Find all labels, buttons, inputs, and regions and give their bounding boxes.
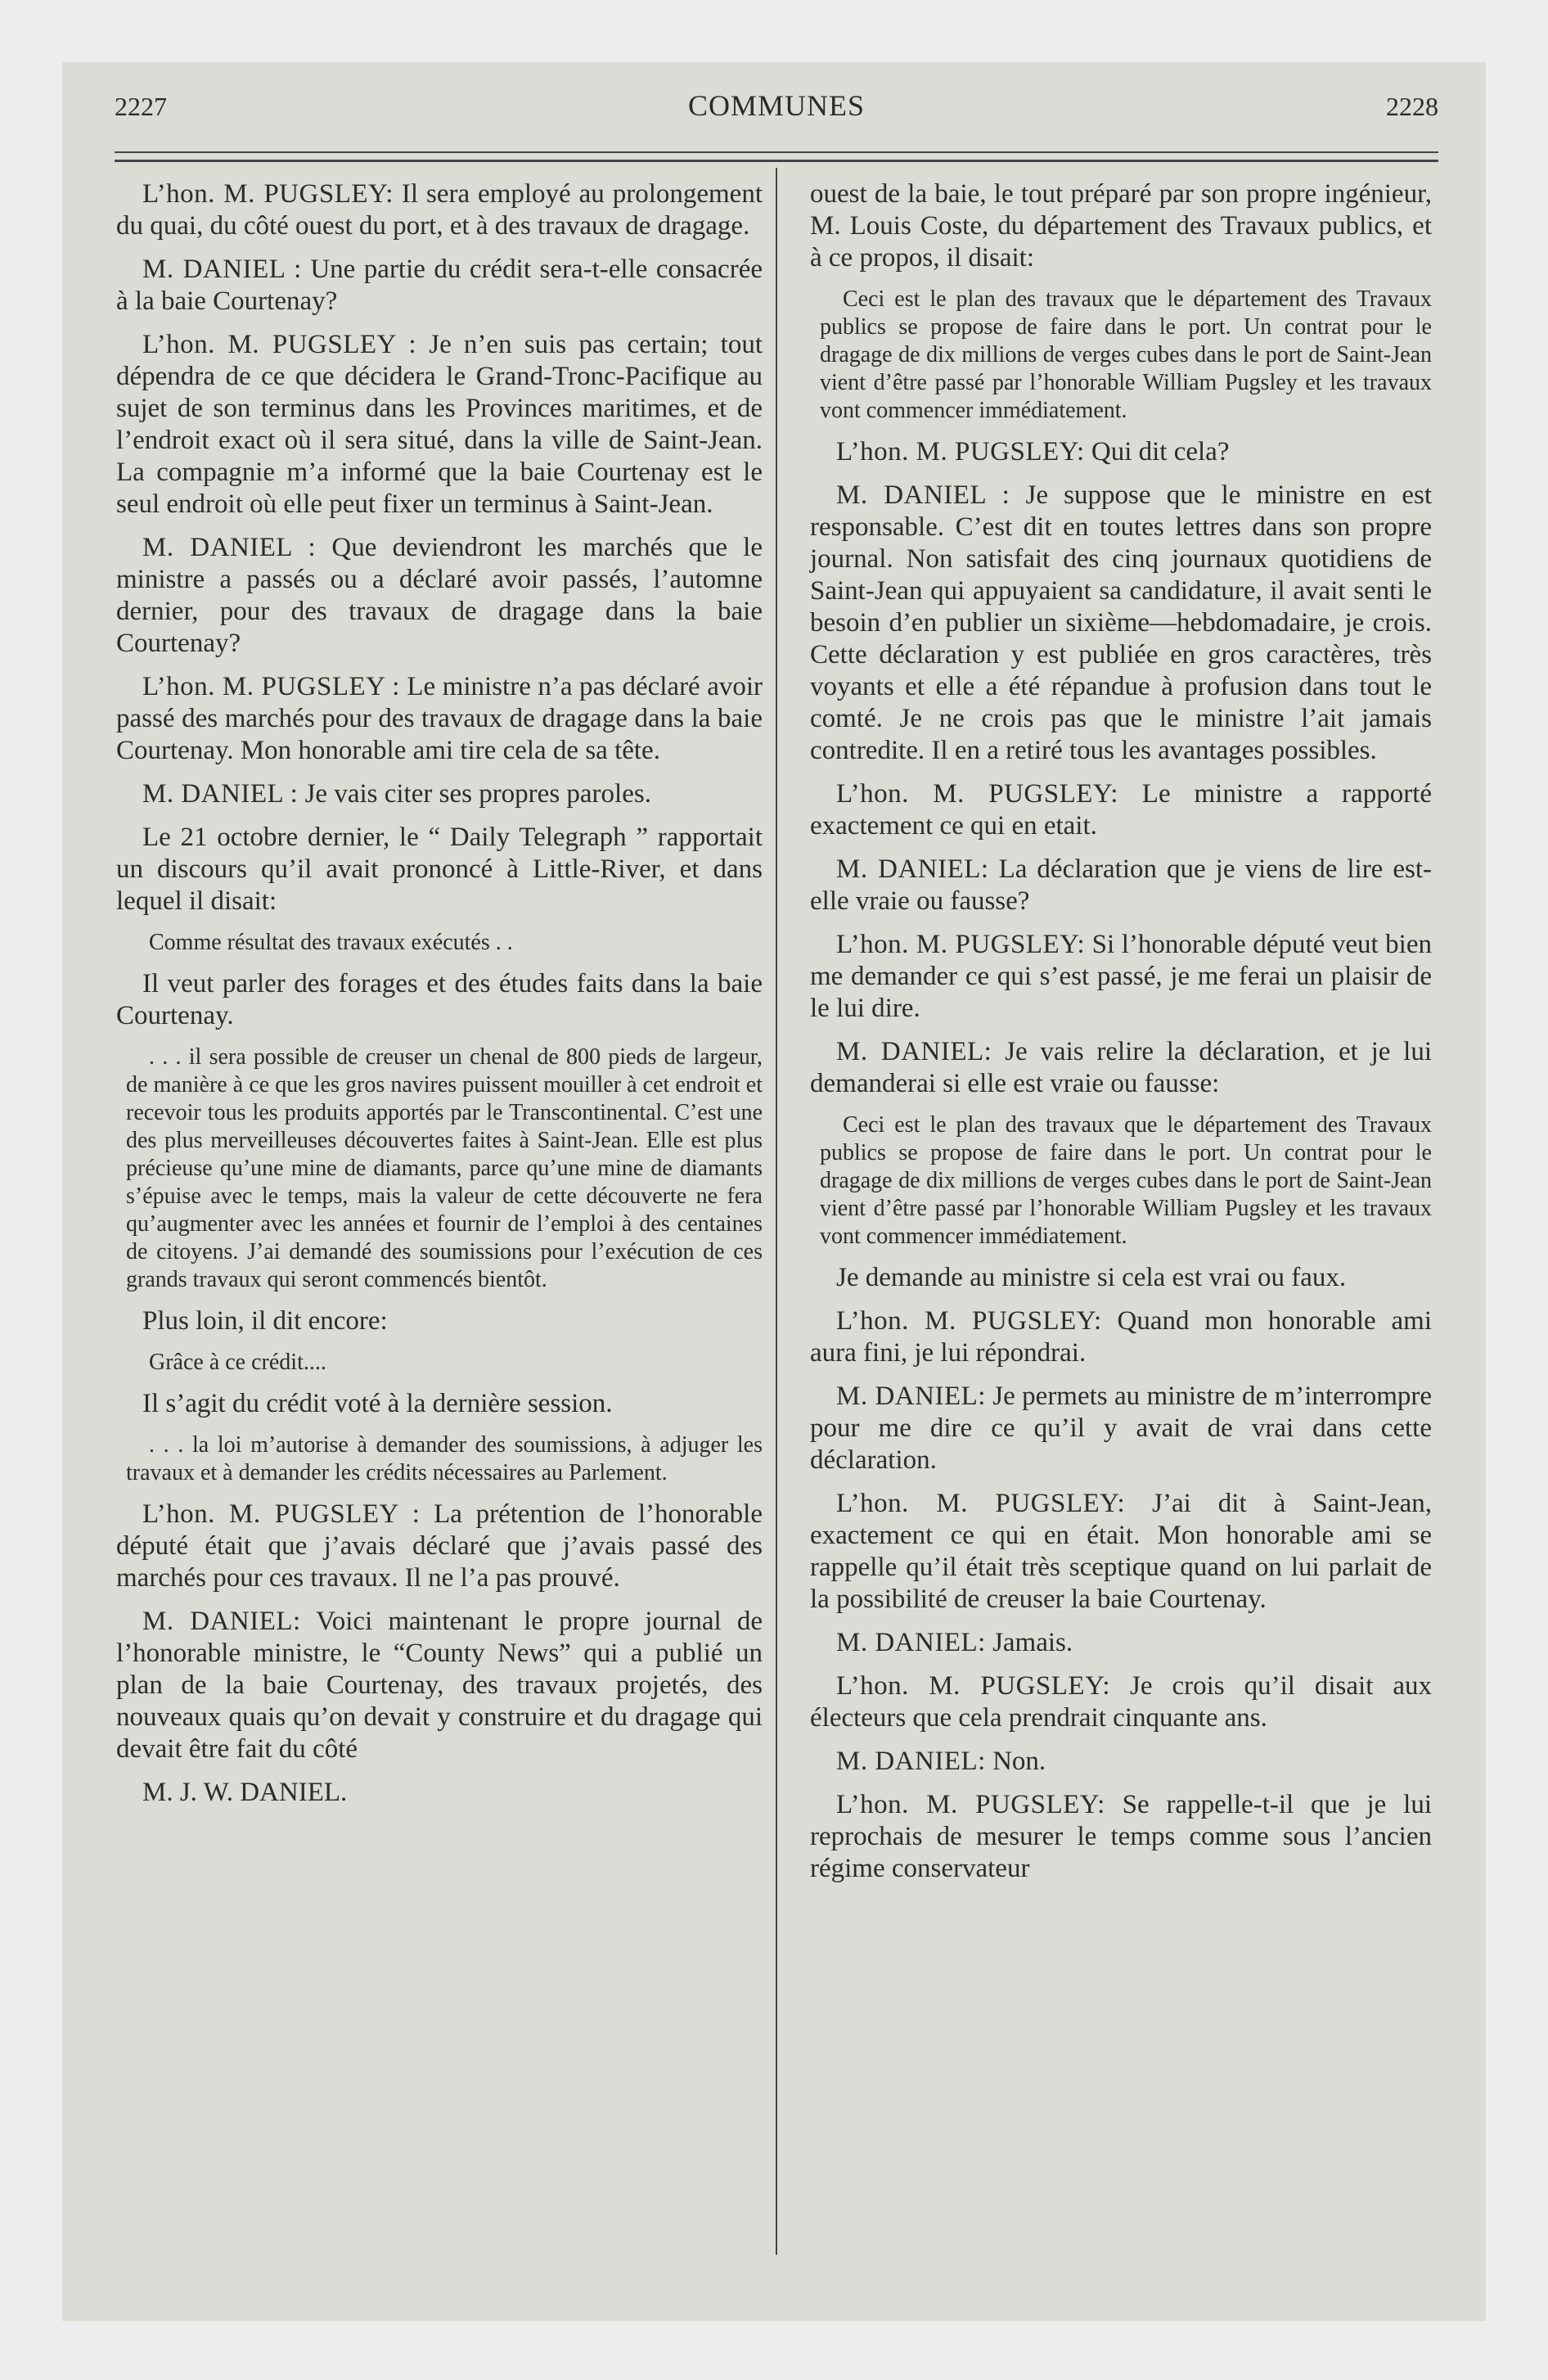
paragraph (116, 778, 763, 810)
paragraph-text: . . . la loi m’autorise à demander des soumissions, à adjuger les travaux et à demander les crédits nécessaires au Parlement. (126, 1432, 763, 1485)
speaker-name: L’hon. M. PUGSLEY: (836, 1489, 1126, 1518)
paragraph (116, 822, 763, 917)
paragraph-text: ouest de la baie, le tout préparé par son propre ingénieur, M. Louis Coste, du département des Travaux publics, et à ce propos, il disait: (810, 179, 1432, 273)
paragraph (126, 1431, 763, 1487)
speaker-name: L’hon. M. PUGSLEY: (836, 1790, 1105, 1819)
paragraph-text: Il sera employé au prolongement du quai, du côté ouest du port, et à des travaux de dragage. (116, 179, 763, 241)
paragraph (116, 1777, 763, 1809)
paragraph-text: La prétention de l’honorable député était que j’avais déclaré que j’avais passé des marchés pour ces travaux. Il ne l’a pas prouvé. (116, 1499, 763, 1593)
paragraph (810, 1305, 1432, 1369)
paragraph (820, 1111, 1432, 1251)
page-title: COMMUNES (687, 89, 866, 122)
speaker-name: M. DANIEL: (836, 1628, 986, 1657)
paragraph (810, 1627, 1432, 1659)
paragraph (810, 178, 1432, 274)
paragraph-text: La déclaration que je viens de lire est-elle vraie ou fausse? (810, 854, 1432, 916)
paragraph (810, 1789, 1432, 1885)
page-header (115, 85, 1438, 134)
speaker-name: M. DANIEL : (142, 533, 317, 562)
paragraph-text: Qui dit cela? (1084, 437, 1230, 467)
paragraph-text: Ceci est le plan des travaux que le département des Travaux publics se propose de faire dans le port. Un contrat pour le dragage de dix millions de verges cubes dans le port de Saint-Jean vient d’être passé par l’honorable William Pugsley et les travaux vont commencer immédiatement. (820, 286, 1432, 423)
paragraph-text: . . . il sera possible de creuser un chenal de 800 pieds de largeur, de manière à ce que les gros navires puissent mouiller à cet endroit et recevoir tous les produits apportés par le Transcontinental. C’est une des plus merveilleuses découvertes faites à Saint-Jean. Elle est plus précieuse qu’une mine de diamants, parce qu’une mine de diamants s’épuise avec le temps, mais la valeur de cette découverte ne fera qu’augmenter avec les années et fournir de l’emploi à des centaines de citoyens. J’ai demandé des soumissions pour l’exécution de ces grands travaux qui seront commencés bientôt. (126, 1044, 763, 1292)
speaker-name: L’hon. M. PUGSLEY: (836, 1671, 1111, 1701)
paragraph-text: Le 21 octobre dernier, le “ Daily Telegraph ” rapportait un discours qu’il avait prononcé à Little-River, et dans lequel il disait: (116, 823, 763, 916)
paragraph-text: Je suppose que le ministre en est responsable. C’est dit en toutes lettres dans son propre journal. Non satisfait des cinq journaux quotidiens de Saint-Jean qui appuyaient sa candidature, il avait senti le besoin d’en publier un sixième—hebdomadaire, je crois. Cette déclaration y est publiée en gros caractères, très voyants et elle a été répandue à profusion dans tout le comté. Je ne crois pas que le ministre l’ait jamais contredite. Il en a retiré tous les avantages possibles. (810, 480, 1432, 765)
speaker-name: L’hon. M. PUGSLEY: (836, 930, 1086, 959)
paragraph (810, 1036, 1432, 1100)
paragraph (810, 480, 1432, 767)
speaker-name: L’hon. M. PUGSLEY: (836, 779, 1118, 809)
paragraph (116, 1606, 763, 1765)
paragraph (116, 671, 763, 767)
paragraph-text: Plus loin, il dit encore: (142, 1306, 388, 1336)
paragraph (116, 1305, 763, 1337)
paragraph-text: Comme résultat des travaux exécutés . . (149, 930, 513, 955)
paragraph (810, 1488, 1432, 1616)
paragraph-text: Je n’en suis pas certain; tout dépendra de ce que décidera le Grand-Tronc-Pacifique au sujet de son terminus dans les Provinces maritimes, et de l’endroit exact où il sera situé, dans la ville de Saint-Jean. La compagnie m’a informé que la baie Courtenay est le seul endroit où elle peut fixer un terminus à Saint-Jean. (116, 330, 763, 519)
paragraph (116, 329, 763, 521)
paragraph-text: Jamais. (985, 1628, 1073, 1657)
paragraph-text: Je vais citer ses propres paroles. (298, 779, 651, 809)
speaker-name: M. DANIEL: (836, 1382, 986, 1411)
speaker-name: L’hon. M. PUGSLEY: (836, 437, 1085, 467)
paragraph (126, 1044, 763, 1294)
paragraph (116, 1499, 763, 1594)
paragraph-text: Je vais relire la déclaration, et je lui demanderai si elle est vraie ou fausse: (810, 1037, 1433, 1098)
page-number-right: 2228 (1386, 92, 1438, 121)
paragraph (126, 929, 763, 957)
speaker-name: M. DANIEL: (142, 1607, 301, 1636)
speaker-name: M. DANIEL : (836, 480, 1010, 510)
speaker-name: M. DANIEL: (836, 854, 989, 884)
speaker-name: L’hon. M. PUGSLEY : (142, 330, 417, 359)
paragraph (810, 436, 1432, 468)
paragraph-text: Je demande au ministre si cela est vrai ou faux. (836, 1263, 1347, 1292)
paragraph (810, 1746, 1432, 1778)
header-rule-double (115, 160, 1438, 162)
right-column (810, 178, 1432, 1896)
paragraph-text: Je permets au ministre de m’interrompre pour me dire ce qu’il y avait de vrai dans cette déclaration. (810, 1382, 1432, 1475)
paragraph-text: Le ministre a rapporté exactement ce qui en etait. (810, 779, 1433, 841)
paragraph (810, 1262, 1432, 1294)
paragraph-text: Le ministre n’a pas déclaré avoir passé des marchés pour des travaux de dragage dans la baie Courtenay. Mon honorable ami tire cela de sa tête. (116, 672, 763, 765)
paragraph-text: Non. (985, 1747, 1046, 1776)
speaker-name: M. DANIEL : (142, 255, 302, 284)
paragraph (810, 854, 1432, 917)
header-rule (115, 151, 1438, 153)
paragraph (810, 778, 1432, 842)
paragraph-text: Ceci est le plan des travaux que le département des Travaux publics se propose de faire dans le port. Un contrat pour le dragage de dix millions de verges cubes dans le port de Saint-Jean vient d’être passé par l’honorable William Pugsley et les travaux vont commencer immédiatement. (820, 1112, 1432, 1249)
paragraph-text: Se rappelle-t-il que je lui reprochais de mesurer le temps comme sous l’ancien régime conservateur (810, 1790, 1432, 1883)
paragraph (810, 1381, 1432, 1476)
speaker-name: L’hon. M. PUGSLEY: (142, 179, 394, 209)
paragraph-text: Une partie du crédit sera-t-elle consacrée à la baie Courtenay? (116, 255, 763, 316)
speaker-name: M. DANIEL: (836, 1747, 986, 1776)
paragraph (810, 1670, 1432, 1734)
speaker-name: L’hon. M. PUGSLEY : (142, 1499, 421, 1529)
paragraph-text: Que deviendront les marchés que le ministre a passés ou a déclaré avoir passés, l’automne dernier, pour des travaux de dragage dans la baie Courtenay? (116, 533, 763, 658)
paragraph-text: Si l’honorable député veut bien me demander ce qui s’est passé, je me ferai un plaisir de le lui dire. (810, 930, 1432, 1023)
paragraph (116, 968, 763, 1032)
paragraph (116, 178, 763, 242)
paragraph-text: Je crois qu’il disait aux électeurs que cela prendrait cinquante ans. (810, 1671, 1432, 1733)
paragraph-text: Il s’agit du crédit voté à la dernière session. (142, 1389, 613, 1418)
column-divider (776, 168, 777, 2255)
left-column (116, 178, 763, 1820)
paragraph-text: M. J. W. DANIEL. (142, 1778, 348, 1807)
speaker-name: M. DANIEL : (142, 779, 299, 809)
paragraph (116, 532, 763, 660)
paragraph-text: J’ai dit à Saint-Jean, exactement ce qui en était. Mon honorable ami se rappelle qu’il était très sceptique quand on lui parlait de la possibilité de creuser la baie Courtenay. (810, 1489, 1433, 1614)
paragraph-text: Grâce à ce crédit.... (149, 1350, 326, 1375)
speaker-name: L’hon. M. PUGSLEY: (836, 1306, 1102, 1336)
paragraph (126, 1349, 763, 1377)
paragraph (820, 286, 1432, 425)
page-number-left: 2227 (115, 92, 167, 121)
paragraph (116, 1388, 763, 1420)
paragraph-text: Voici maintenant le propre journal de l’honorable ministre, le “County News” qui a publié un plan de la baie Courtenay, des travaux projetés, des nouveaux quais qu’on devait y construire et du dragage qui devait être fait du côté (116, 1607, 763, 1764)
speaker-name: M. DANIEL: (836, 1037, 992, 1066)
paragraph-text: Quand mon honorable ami aura fini, je lui répondrai. (810, 1306, 1432, 1368)
speaker-name: L’hon. M. PUGSLEY : (142, 672, 400, 701)
paragraph-text: Il veut parler des forages et des études faits dans la baie Courtenay. (116, 969, 763, 1030)
paragraph (116, 254, 763, 318)
paragraph (810, 929, 1432, 1025)
